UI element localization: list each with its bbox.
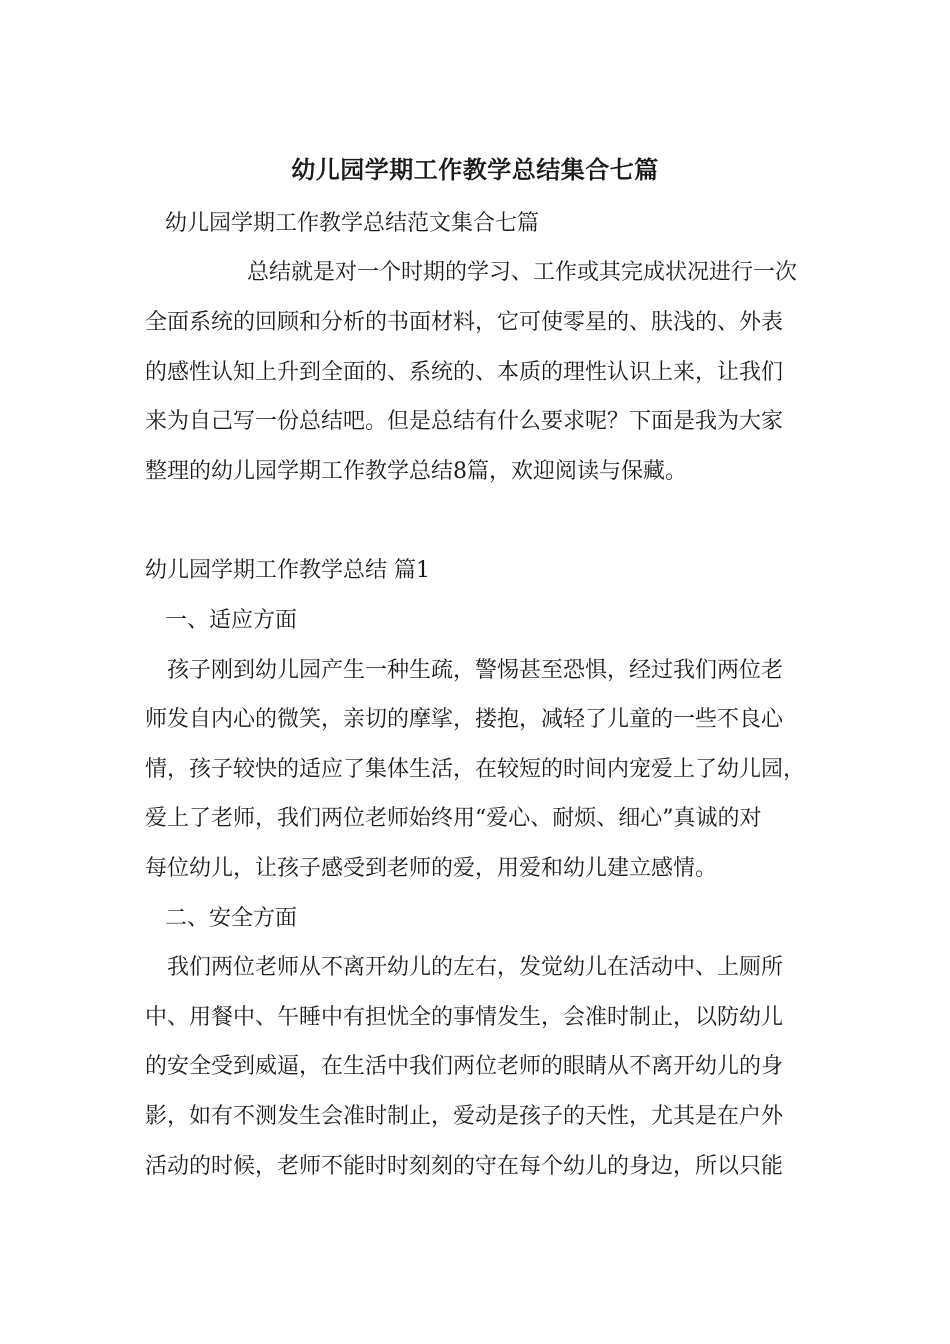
sub1-heading: 一、适应方面 <box>165 608 298 633</box>
paragraph-line: 中、用餐中、午睡中有担忧全的事情发生，会准时制止，以防幼儿 <box>145 1005 784 1030</box>
intro-line: 总结就是对一个时期的学习、工作或其完成状况进行一次 <box>247 260 798 285</box>
document-title: 幼儿园学期工作教学总结集合七篇 <box>291 156 659 184</box>
sub2-heading: 二、安全方面 <box>165 906 298 931</box>
paragraph-line: 的安全受到威逼，在生活中我们两位老师的眼睛从不离开幼儿的身 <box>145 1054 784 1079</box>
paragraph-line: 活动的时候，老师不能时时刻刻的守在每个幼儿的身边，所以只能 <box>145 1154 784 1179</box>
paragraph-line: 我们两位老师从不离开幼儿的左右，发觉幼儿在活动中、上厕所 <box>167 955 784 980</box>
document-subtitle: 幼儿园学期工作教学总结范文集合七篇 <box>165 211 540 236</box>
paragraph-line: 孩子刚到幼儿园产生一种生疏，警惕甚至恐惧，经过我们两位老 <box>167 658 784 683</box>
paragraph-line: 影，如有不测发生会准时制止，爱动是孩子的天性，尤其是在户外 <box>145 1104 784 1129</box>
paragraph-line: 每位幼儿，让孩子感受到老师的爱，用爱和幼儿建立感情。 <box>145 856 718 881</box>
section-heading: 幼儿园学期工作教学总结 篇1 <box>145 558 430 583</box>
paragraph-line: 情，孩子较快的适应了集体生活，在较短的时间内宠爱上了幼儿园， <box>145 757 806 782</box>
paragraph-line: 爱上了老师，我们两位老师始终用“爱心、耐烦、细心”真诚的对 <box>145 806 762 831</box>
paragraph-line: 师发自内心的微笑，亲切的摩挲，搂抱，减轻了儿童的一些不良心 <box>145 707 784 732</box>
intro-line: 的感性认知上升到全面的、系统的、本质的理性认识上来，让我们 <box>145 360 784 385</box>
intro-line: 来为自己写一份总结吧。但是总结有什么要求呢？下面是我为大家 <box>145 409 784 434</box>
intro-line: 全面系统的回顾和分析的书面材料，它可使零星的、肤浅的、外表 <box>145 310 784 335</box>
intro-line: 整理的幼儿园学期工作教学总结8篇，欢迎阅读与保藏。 <box>145 459 687 484</box>
